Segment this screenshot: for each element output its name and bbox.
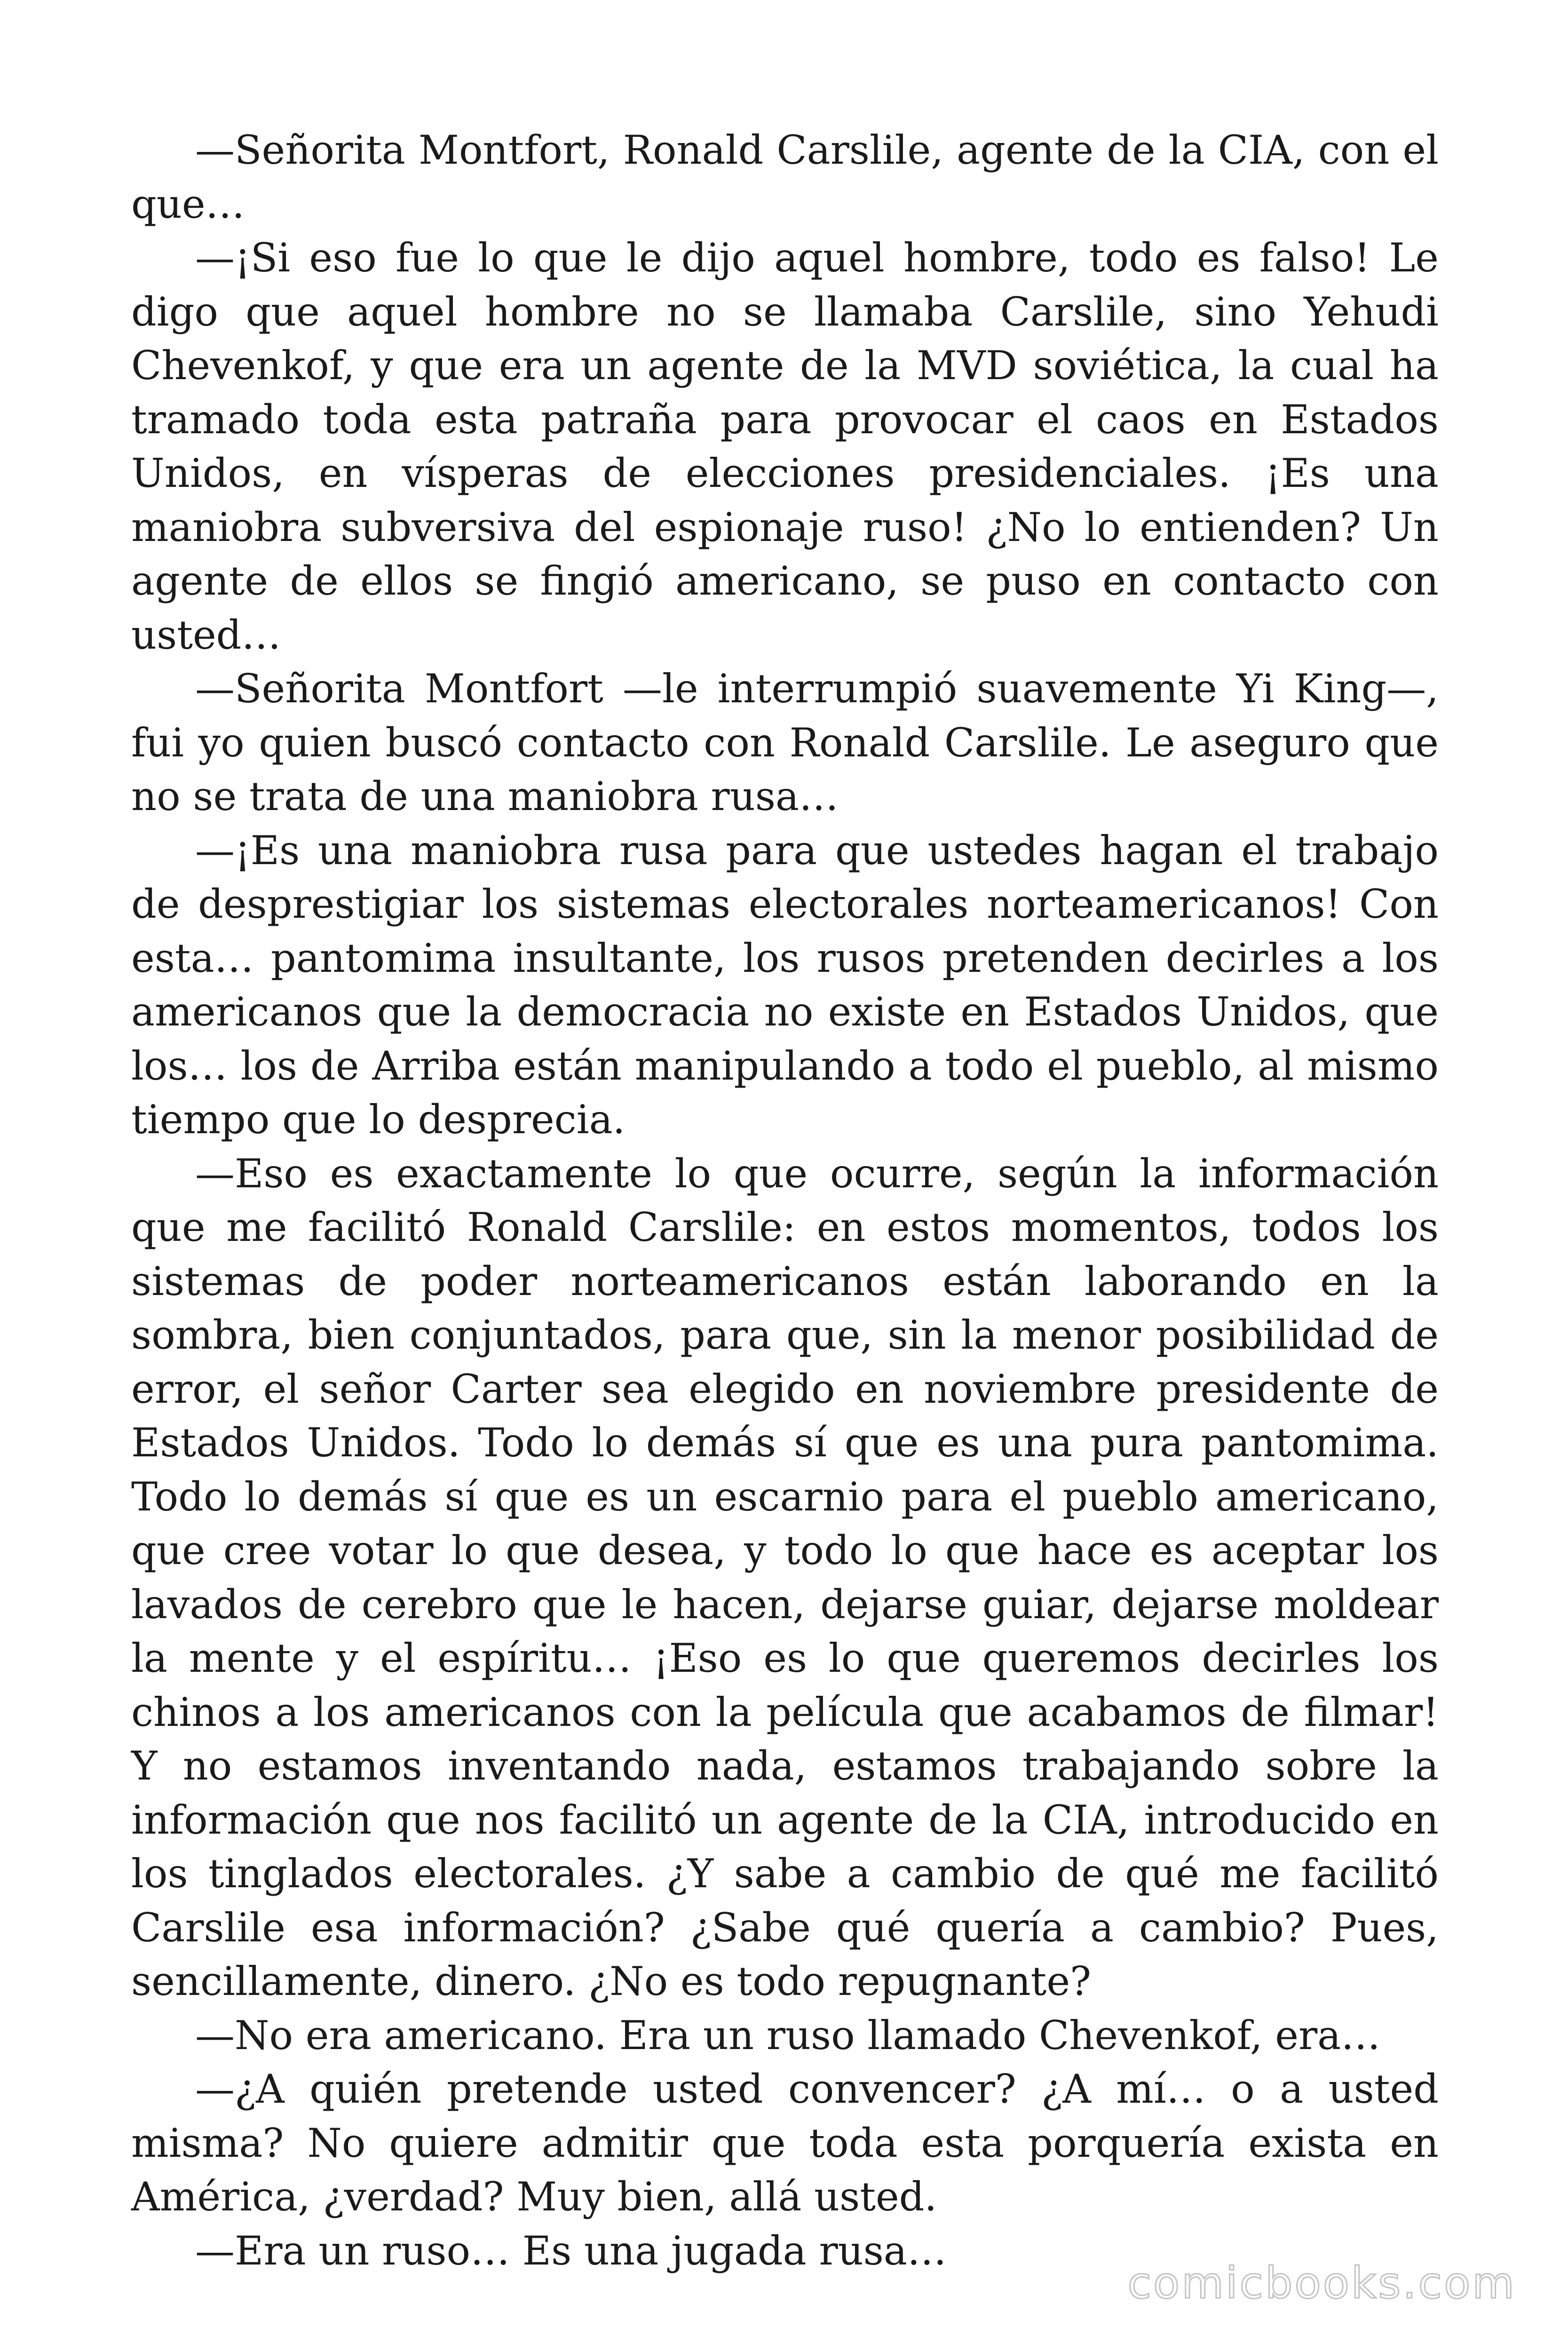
page-body <box>131 123 1439 2278</box>
paragraph: —Señorita Montfort, Ronald Carslile, agente de la CIA, con el que… <box>131 127 1439 227</box>
paragraph: —¿A quién pretende usted convencer? ¿A mí… o a usted misma? No quiere admitir que toda esta porquería exista en América, ¿verdad? Muy bien, allá usted. <box>131 2066 1439 2220</box>
paragraph: —Eso es exactamente lo que ocurre, según la información que me facilitó Ronald Carslile: en estos momentos, todos los sistemas de poder norteamericanos están laborando en la sombra, bien conjuntados, para que, sin la menor posibilidad de error, el señor Carter sea elegido en noviembre presidente de Estados Unidos. Todo lo demás sí que es una pura pantomima. Todo lo demás sí que es un escarnio para el pueblo americano, que cree votar lo que desea, y todo lo que hace es aceptar los lavados de cerebro que le hacen, dejarse guiar, dejarse moldear la mente y el espíritu… ¡Eso es lo que queremos decirles los chinos a los americanos con la película que acabamos de filmar! Y no estamos inventando nada, estamos trabajando sobre la información que nos facilitó un agente de la CIA, introducido en los tinglados electorales. ¿Y sabe a cambio de qué me facilitó Carslile esa información? ¿Sabe qué quería a cambio? Pues, sencillamente, dinero. ¿No es todo repugnante? <box>131 1150 1439 2004</box>
paragraph: —Era un ruso… Es una jugada rusa… <box>195 2227 947 2274</box>
paragraph: —No era americano. Era un ruso llamado Chevenkof, era… <box>195 2012 1381 2058</box>
paragraph: —Señorita Montfort —le interrumpió suavemente Yi King—, fui yo quien buscó contacto con Ronald Carslile. Le aseguro que no se trata de una maniobra rusa… <box>131 666 1439 819</box>
paragraph: —¡Si eso fue lo que le dijo aquel hombre, todo es falso! Le digo que aquel hombre no se llamaba Carslile, sino Yehudi Chevenkof, y que era un agente de la MVD soviética, la cual ha tramado toda esta patraña para provocar el caos en Estados Unidos, en vísperas de elecciones presidenciales. ¡Es una maniobra subversiva del espionaje ruso! ¿No lo entienden? Un agente de ellos se fingió americano, se puso en contacto con usted… <box>131 235 1439 658</box>
paragraph: —¡Es una maniobra rusa para que ustedes hagan el trabajo de desprestigiar los sistemas electorales norteamericanos! Con esta… pantomima insultante, los rusos pretenden decirles a los americanos que la democracia no existe en Estados Unidos, que los… los de Arriba están manipulando a todo el pueblo, al mismo tiempo que lo desprecia. <box>131 827 1439 1143</box>
watermark: comicbooks.com <box>1127 2258 1516 2308</box>
